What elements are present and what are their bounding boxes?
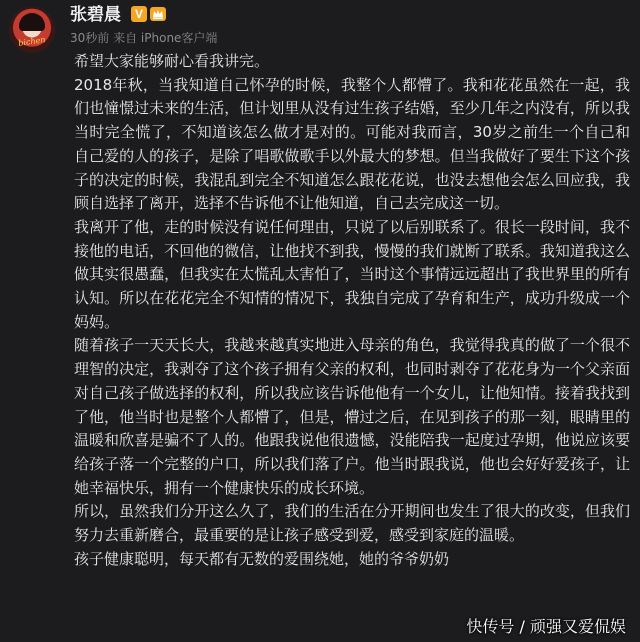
- post-content: [74, 50, 630, 571]
- post-source: 来自 iPhone客户端: [113, 31, 218, 45]
- avatar-hair: [19, 13, 45, 31]
- watermark: 快传号 / 顽强又爱侃娱: [466, 617, 626, 636]
- verified-badge-icon: V: [131, 6, 147, 22]
- author-name[interactable]: 张碧晨: [70, 5, 121, 25]
- post-meta: [70, 30, 217, 46]
- crown-icon: [149, 5, 167, 23]
- avatar-signature: bichen: [17, 35, 47, 48]
- post-paragraph: 2018年秋，当我知道自己怀孕的时候，我整个人都懵了。我和花花虽然在一起，我们也憧憬过未来的生活，但计划里从没有过生孩子结婚，至少几年之内没有，所以我当时完全慌了，不知道该怎么做才是对的。可能对我而言，30岁之前生一个自己和自己爱的人的孩子，是除了唱歌做歌手以外最大的梦想。但当我做好了要生下这个孩子的决定的时候，我混乱到完全不知道怎么跟花花说，也没去想他会怎么回应我，我顾自选择了离开，选择不告诉他不让他知道，自己去完成这一切。: [74, 75, 630, 213]
- avatar[interactable]: [9, 7, 55, 53]
- post-paragraph: 我离开了他，走的时候没有说任何理由，只说了以后别联系了。很长一段时间，我不接他的电话，不回他的微信，让他找不到我，慢慢的我们就断了联系。我知道我这么做其实很愚蠢，但我实在太慌乱太害怕了，当时这个事情远远超出了我世界里的所有认知。所以在花花完全不知情的情况下，我独自完成了孕育和生产，成功升级成一个妈妈。: [74, 217, 630, 331]
- post-paragraph: 所以，虽然我们分开这么久了，我们的生活在分开期间也发生了很大的改变，但我们努力去重新磨合，最重要的是让孩子感受到爱，感受到家庭的温暖。: [74, 502, 630, 545]
- post-paragraph: 孩子健康聪明，每天都有无数的爱围绕她，她的爷爷奶奶: [74, 549, 450, 568]
- post-paragraph: 随着孩子一天天长大，我越来越真实地进入母亲的角色，我觉得我真的做了一个很不理智的决定，我剥夺了这个孩子拥有父亲的权利，也同时剥夺了花花身为一个父亲面对自己孩子做选择的权利，所以我应该告诉他他有一个女儿，让他知情。接着我找到了他，他当时也是整个人都懵了，但是，懵过之后，在见到孩子的那一刻，眼睛里的温暖和欣喜是骗不了人的。他跟我说他很遗憾，没能陪我一起度过孕期，他说应该要给孩子落一个完整的户口，所以我们落了户。他当时跟我说，他也会好好爱孩子，让她幸福快乐，拥有一个健康快乐的成长环境。: [74, 336, 630, 497]
- post-paragraph: 希望大家能够耐心看我讲完。: [74, 52, 270, 70]
- post-time: 30秒前: [70, 31, 110, 45]
